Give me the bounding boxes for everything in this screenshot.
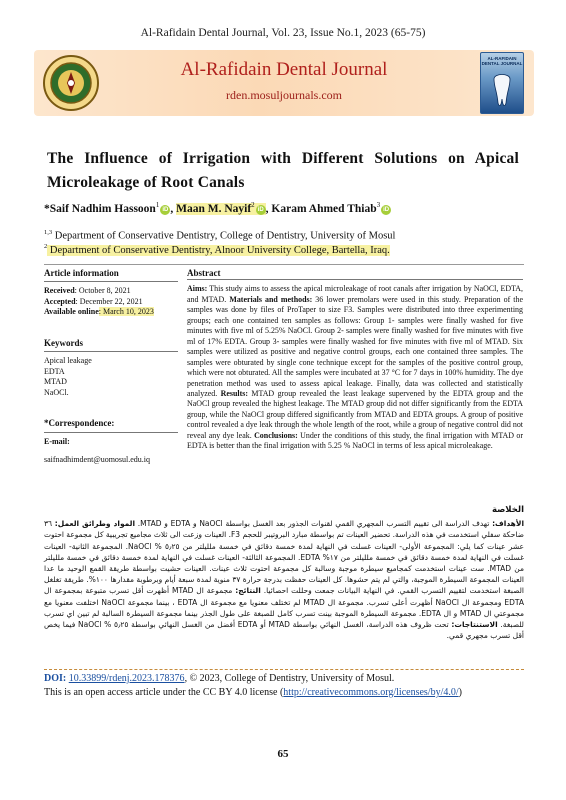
orcid-icon[interactable]: iD — [383, 206, 390, 213]
keyword-item: NaOCl. — [44, 387, 69, 397]
journal-cover-thumbnail — [480, 52, 524, 114]
keyword-item: Apical leakage — [44, 356, 92, 365]
journal-url[interactable]: rden.mosuljournals.com — [226, 88, 342, 102]
arabic-abstract-body: الأهداف: تهدف الدراسة الى تقييم التسرب المجهري القمي لقنوات الجذور بعد الغسل بواسطة NaOCl و EDTA و MTAD. المواد وطرائق العمل: ٣٦ ضاحكة سفلي استخدمت في هذه الدراسة. تحضير العينات تم بواسطة مبارد البروتيبر للحجم F3. العينات وزعت الى ثلاث مجاميع تجريبية كل مجموعة احتوت عشر عينات كما يلي: المجموعة الأولى- العينات غسلت في النهاية لمدة خمسة دقائق في خمسة ملليلتر من ٥٫٢٥ % NaOCl. المجموعة الثانية- العينات غسلت في النهاية لمدة خمسة دقائق في خمسة ملليلتر من ١٧% EDTA. المجموعة الثالثة- العينات غسلت في النهاية لمدة خمسة دقائق في خمسة ملليلتر من MTAD. ست عينات استخدمت كمجاميع سيطرة موجبة وسالبة كل مجموعة احتوت ثلاث عينات. العينات حشيت بواسطة طريقة القمع الوحيد ما عدا العينات المجموعة السيطرة الموجبة، والتي لم يتم حشوها. كل العينات حفظت بدرجة حرارة ٣٧ منوية لمدة سبعة أيام وبرطوبة مقدارها ١٠٠%. طريقة تغلغل الصبغة استخدمت لتقييم التسرب القمي. في النهاية البيانات جمعت وحللت احصائيا. النتائج: مجموعة ال MTAD أظهرت أقل تسرب متبوعة بمجموعة ال EDTA ومجموعة ال NaOCl أظهرت أعلى تسرب. مجموعة ال MTAD لم تختلف معنويا مع مجموعة ال EDTA ، بينما مجموعة NaOCl اختلفت معنويا مع مجموعتي ال MTAD و ال EDTA. مجموعة السيطرة الموجبة بينت تسرب كامل للصبغة على طول الجذر بينما مجموعة السيطرة السالبة لم تبين اي تسرب للصبغة. الاستنتاجات: تحت ظروف هذه الدراسة، الغسل النهائي بواسطة MTAD أو EDTA أفضل من الغسل النهائي بواسطة ٥٫٢٥ % NaOCl فيما يخص أقل تسرب مجهري قمي. — [44, 519, 525, 641]
correspondence-block — [44, 418, 178, 466]
journal-banner — [34, 50, 534, 116]
author-list: *Saif Nadhim Hassoon$^1$iD , Maan M. Nayif$^2$iD , Karam Ahmed Thiab$^3$iD — [44, 201, 390, 215]
author-3: Karam Ahmed Thiab$^3$iD — [271, 201, 390, 215]
footer-divider — [44, 669, 524, 670]
sidebar-rule — [44, 351, 178, 352]
sidebar-rule — [44, 281, 178, 282]
keywords-heading: Keywords — [44, 337, 83, 348]
english-abstract — [187, 268, 523, 452]
article-info-heading: Article information — [44, 268, 119, 278]
arabic-abstract-heading: الخلاصة — [491, 505, 524, 515]
correspondence-label: *Correspondence: — [44, 418, 115, 428]
orcid-icon[interactable]: iD — [257, 206, 264, 213]
email-label: E-mail: — [44, 436, 70, 446]
cover-title: AL-RAFIDAIN DENTAL JOURNAL — [481, 56, 523, 66]
journal-name: Al-Rafidain Dental Journal — [180, 59, 388, 80]
running-head: Al-Rafidain Dental Journal, Vol. 23, Issue No.1, 2023 (65-75) — [140, 27, 426, 39]
keyword-item: EDTA — [44, 366, 65, 376]
doi-link[interactable]: 10.33899/rdenj.2023.178376 — [68, 673, 185, 684]
university-seal-logo — [42, 54, 100, 112]
arabic-abstract — [44, 505, 524, 641]
abstract-body: Aims: This study aims to assess the apical microleakage of root canals after irrigation by NaOCl, EDTA, and MTAD. Materials and methods: 36 lower premolars were used in this study. Preparation of the samples was done by files of ProTaper to size F3. Samples were distributed into three experimenting groups; each one contained ten samples as follows: Group 1- samples were finally washed for five minutes with five ml of 5.25% NaOCl. Group 2- samples were finally washed for five minutes with five ml of 17% EDTA. Group 3- samples were finally washed for five minutes with five ml of MTAD. Six samples were utilized as positive and negative control groups, each one contained three samples. The samples were obturated by single cone technique except for the samples of the positive control group, which were not obturated. All the samples were incubated at 37 °C for 7 days in 100% humidity. The dye penetration method was used to assess apical leakage. Finally, data was collected and statistically analyzed. Results: MTAD group revealed the least leakage supervened by the EDTA group and the NaOCl group revealed the highest leakage. The MTAD group did not differ significantly from the EDTA group, while the NaOCl group differed significantly from MTAD and EDTA groups. A group of positive control revealed a dye leak through the whole length of the root, while a group of negative control did not reveal any dye leak. Conclusions: Under the conditions of this study, the final irrigation with MTAD or EDTA is better than the final irrigation with 5.25 % NaOCl in terms of less apical microleakage. — [187, 284, 524, 451]
orcid-icon[interactable]: iD — [162, 206, 169, 213]
affiliation-2: $^2$ Department of Conservative Dentistry, Alnoor University College, Bartella, Iraq. — [44, 243, 390, 256]
abstract-rule — [187, 279, 523, 280]
keyword-item: MTAD — [44, 377, 67, 386]
affiliation-1: $^{1,3}$ Department of Conservative Dentistry, College of Dentistry, University of Mosul — [44, 229, 396, 242]
license-line: This is an open access article under the CC BY 4.0 license (http://creativecommons.org/licenses/by/4.0/) — [44, 687, 462, 698]
online-date: Available online: March 10, 2023 — [44, 307, 154, 316]
author-1: *Saif Nadhim Hassoon$^1$iD — [44, 201, 169, 215]
cover-tooth-icon — [481, 71, 523, 111]
accepted-date: Accepted: December 22, 2021 — [44, 296, 143, 306]
article-title: The Influence of Irrigation with Different Solutions on Apical Microleakage of Root Canals — [47, 150, 519, 191]
sidebar-rule — [44, 432, 178, 433]
license-link[interactable]: http://creativecommons.org/licenses/by/4.0/ — [283, 687, 459, 698]
keywords-block — [44, 338, 178, 399]
doi-line: DOI: 10.33899/rdenj.2023.178376, © 2023, College of Dentistry, University of Mosul. — [44, 673, 395, 684]
received-date: Received: October 8, 2021 — [44, 286, 131, 295]
abstract-heading: Abstract — [187, 268, 221, 278]
article-info-sidebar — [44, 268, 178, 466]
author-email[interactable]: saifnadhimdent@uomosul.edu.iq — [44, 455, 151, 464]
page-number: 65 — [277, 748, 289, 760]
author-2: Maan M. Nayif$^2$iD — [176, 201, 264, 215]
header-divider — [44, 264, 524, 265]
article-footer — [44, 672, 524, 700]
